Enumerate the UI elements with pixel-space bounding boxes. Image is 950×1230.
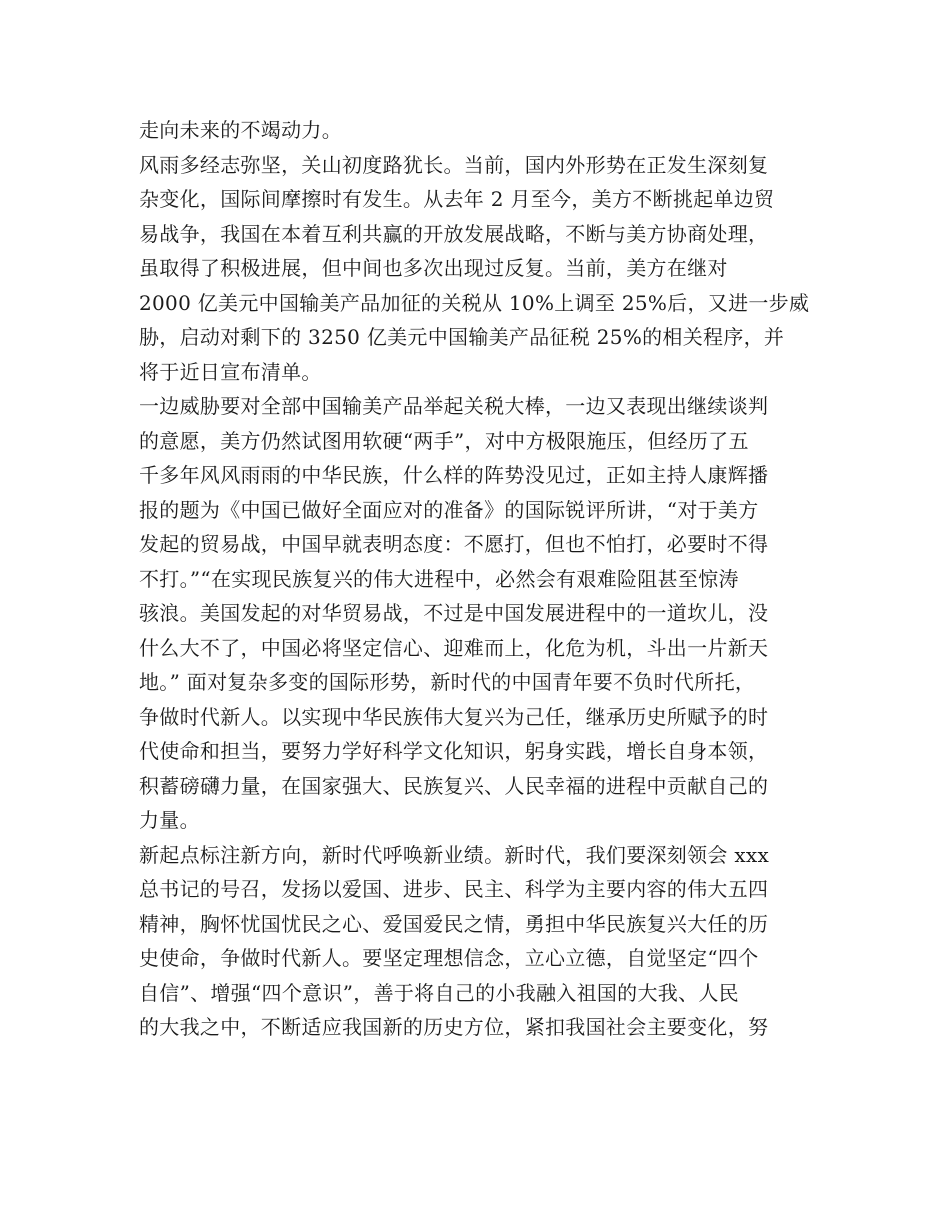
text-line: 2000 亿美元中国输美产品加征的关税从 10%上调至 25%后，又进一步威 [139,290,810,315]
text-line: 胁，启动对剩下的 3250 亿美元中国输美产品征税 25%的相关程序，并 [139,325,785,349]
text-line: 积蓄磅礴力量，在国家强大、民族复兴、人民幸福的进程中贡献自己的 [139,773,769,798]
text-line: 走向未来的不竭动力。 [139,118,342,142]
text-line: 精神，胸怀忧国忧民之心、爱国爱民之情，勇担中华民族复兴大任的历 [139,911,769,936]
text-line: 代使命和担当，要努力学好科学文化知识，躬身实践，增长自身本领， [139,739,769,763]
text-line: 的大我之中，不断适应我国新的历史方位，紧扣我国社会主要变化，努 [139,1015,769,1039]
text-line: 新起点标注新方向，新时代呼唤新业绩。新时代，我们要深刻领会 xxx [139,842,770,867]
text-line: 史使命，争做时代新人。要坚定理想信念，立心立德，自觉坚定“四个 [139,946,759,970]
text-line: 的意愿，美方仍然试图用软硬“两手”，对中方极限施压，但经历了五 [139,428,749,453]
text-line: 将于近日宣布清单。 [139,359,322,384]
text-line: 易战争，我国在本着互利共赢的开放发展战略，不断与美方协商处理， [139,221,769,246]
text-line: 报的题为《中国已做好全面应对的准备》的国际锐评所讲，“对于美方 [139,497,759,522]
text-line: 杂变化，国际间摩擦时有发生。从去年 2 月至今，美方不断挑起单边贸 [139,187,775,211]
text-line: 千多年风风雨雨的中华民族，什么样的阵势没见过，正如主持人康辉播 [139,463,769,487]
text-line: 虽取得了积极进展，但中间也多次出现过反复。当前，美方在继对 [139,256,728,280]
text-line: 不打。”“在实现民族复兴的伟大进程中，必然会有艰难险阻甚至惊涛 [139,566,739,591]
text-line: 地。” 面对复杂多变的国际形势，新时代的中国青年要不负时代所托， [139,670,756,694]
text-line: 风雨多经志弥坚，关山初度路犹长。当前，国内外形势在正发生深刻复 [139,152,769,177]
text-line: 什么大不了，中国必将坚定信心、迎难而上，化危为机，斗出一片新天 [139,635,769,660]
text-line: 自信”、增强“四个意识”，善于将自己的小我融入祖国的大我、人民 [139,980,739,1005]
text-line: 一边威胁要对全部中国输美产品举起关税大棒，一边又表现出继续谈判 [139,394,769,418]
text-line: 发起的贸易战，中国早就表明态度：不愿打，但也不怕打，必要时不得 [139,532,769,556]
text-line: 总书记的号召，发扬以爱国、进步、民主、科学为主要内容的伟大五四 [139,877,769,901]
text-line: 争做时代新人。以实现中华民族伟大复兴为己任，继承历史所赋予的时 [139,704,769,729]
text-line: 力量。 [139,808,200,832]
document-body-text [139,113,829,1045]
text-line: 骇浪。美国发起的对华贸易战，不过是中国发展进程中的一道坎儿，没 [139,601,769,625]
